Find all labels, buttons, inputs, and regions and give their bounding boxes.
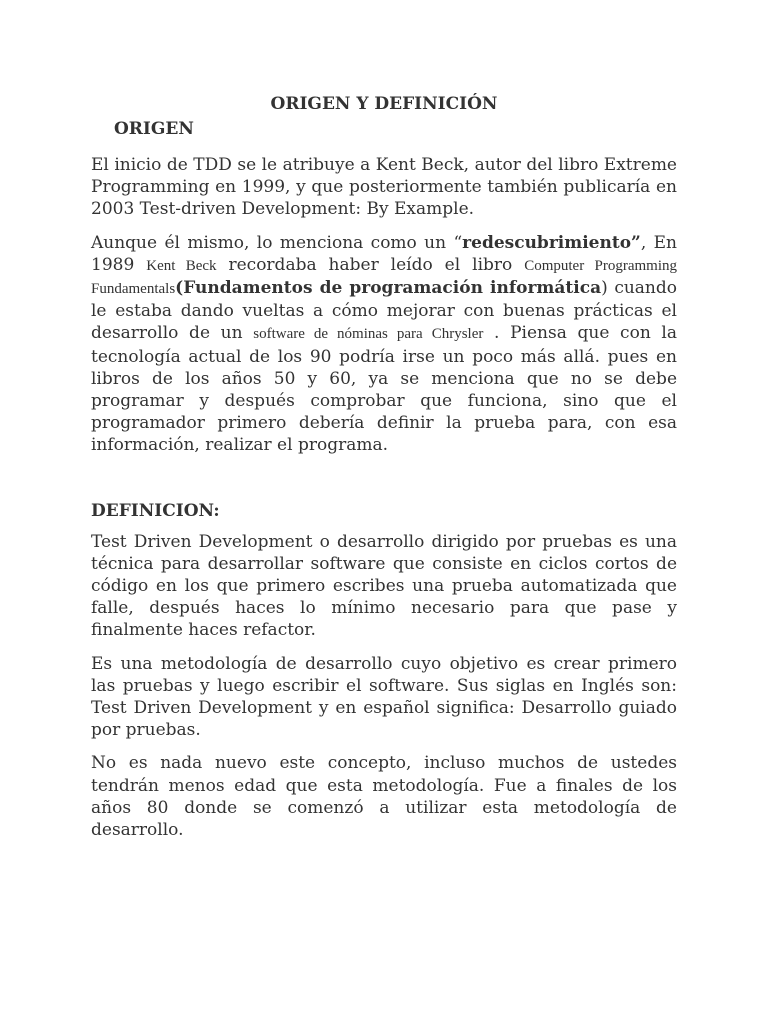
definicion-paragraph-3: No es nada nuevo este concepto, incluso muchos de ustedes tendrán menos edad que esta metodología. Fue a finales de los años 80 donde se comenzó a utilizar esta metodología de desarrollo. xyxy=(91,753,677,841)
definicion-paragraph-1: Test Driven Development o desarrollo dirigido por pruebas es una técnica para desarrollar software que consiste en ciclos cortos de código en los que primero escribes una prueba automatizada que falle, después haces lo mínimo necesario para que pase y finalmente haces refactor. xyxy=(91,531,677,641)
origen-paragraph-2 xyxy=(91,232,677,457)
origen-p2-text-2: , En 1989 xyxy=(91,232,677,275)
origen-p2-text-3: recordaba haber leído el libro xyxy=(216,254,525,275)
definicion-paragraph-2: Es una metodología de desarrollo cuyo objetivo es crear primero las pruebas y luego escribir el software. Sus siglas en Inglés son: Test Driven Development y en español significa: Desarrollo guiado por pruebas. xyxy=(91,653,677,741)
origen-p2-term: redescubrimiento” xyxy=(462,232,641,253)
document-page xyxy=(91,93,677,852)
origen-p2-text-4: ) cuando le estaba dando vueltas a cómo mejorar con buenas prácticas el desarrollo de un xyxy=(91,278,677,344)
origen-p2-text-5: . Piensa que con la tecnología actual de los 90 podría irse un poco más allá. pues en libros de los años 50 y 60, ya se menciona que no se debe programar y después comprobar que funciona, sino que el programador primero debería definir la prueba para, con esa información, realizar el programa. xyxy=(91,323,677,456)
origen-p2-book-translation: (Fundamentos de programación informática xyxy=(175,278,602,299)
origen-p2-book: Computer Programming Fundamentals xyxy=(91,257,677,298)
origen-paragraph-1: El inicio de TDD se le atribuye a Kent Beck, autor del libro Extreme Programming en 1999, y que posteriormente también publicaría en 2003 Test-driven Development: By Example. xyxy=(91,155,677,220)
document-title: ORIGEN Y DEFINICIÓN xyxy=(270,94,498,114)
origen-p2-name: Kent Beck xyxy=(146,257,217,274)
origen-p2-software: software de nóminas para Chrysler xyxy=(253,326,484,343)
origen-heading: ORIGEN xyxy=(114,119,194,139)
definicion-heading: DEFINICION: xyxy=(91,500,220,521)
origen-p2-text-1: Aunque él mismo, lo menciona como un “ xyxy=(91,232,463,253)
